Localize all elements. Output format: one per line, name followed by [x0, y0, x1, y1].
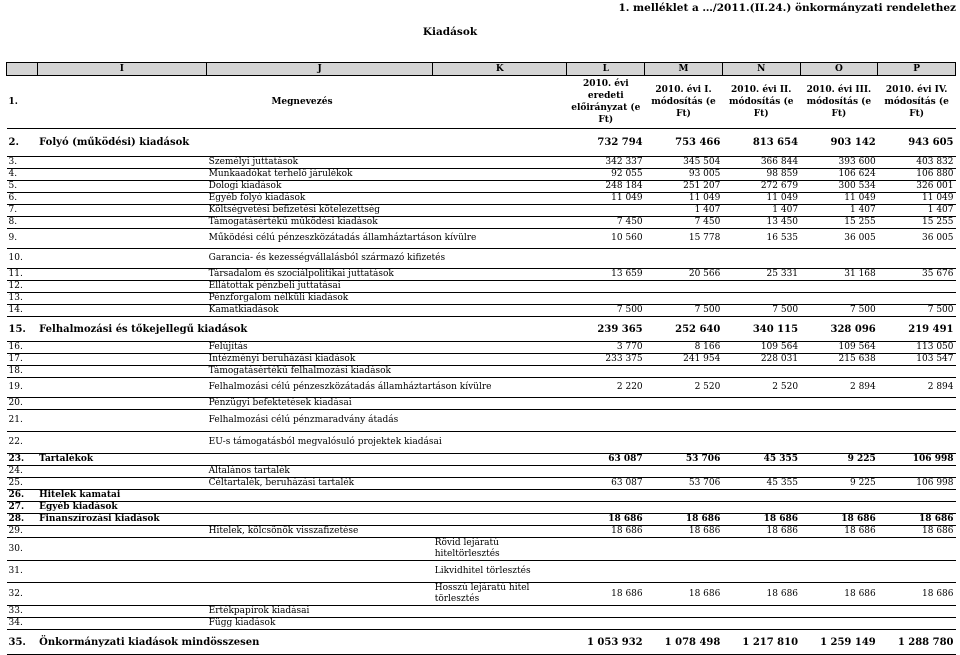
modification-3-heading: 2010. évi III. módosítás (e Ft): [800, 76, 878, 129]
row-label: Általános tartalék: [207, 466, 567, 478]
row-value: [722, 281, 800, 293]
row-label: Pénzforgalom nélküli kiadások: [207, 293, 567, 305]
row-value: 20 566: [645, 269, 723, 281]
row-value: 2 520: [722, 378, 800, 398]
annex-reference: 1. melléklet a …/2011.(II.24.) önkormányzati rendelethez: [618, 2, 956, 14]
table-row: [7, 561, 956, 583]
row-value: 113 050: [878, 342, 956, 354]
row-value: 943 605: [878, 129, 956, 157]
row-value: 18 686: [878, 514, 956, 526]
row-number: 19.: [7, 378, 38, 398]
row-value: 252 640: [645, 317, 723, 342]
row-number: 22.: [7, 432, 38, 454]
row-value: 9 225: [800, 454, 878, 466]
table-row: [7, 249, 956, 269]
row-value: [878, 249, 956, 269]
row-value: 106 998: [878, 478, 956, 490]
row-value: 18 686: [800, 514, 878, 526]
row-label: Hosszú lejáratú hitel törlesztés: [433, 583, 567, 606]
table-row: [7, 317, 956, 342]
row-number: 11.: [7, 269, 38, 281]
row-value: [878, 366, 956, 378]
row-label: Egyéb kiadások: [37, 502, 567, 514]
row-label: Hitelek kamatai: [37, 490, 567, 502]
row-value: [878, 490, 956, 502]
row-value: [645, 490, 723, 502]
row-value: [645, 366, 723, 378]
table-row: [7, 157, 956, 169]
row-value: 233 375: [567, 354, 645, 366]
row-label: Ellátottak pénzbeli juttatásai: [207, 281, 567, 293]
table-row: [7, 281, 956, 293]
row-value: 340 115: [722, 317, 800, 342]
row-value: 8 166: [645, 342, 723, 354]
table-row: [7, 129, 956, 157]
row-label: Hitelek, kölcsönök visszafizetése: [207, 526, 567, 538]
row-value: [800, 561, 878, 583]
row-value: 1 407: [722, 205, 800, 217]
row-number: 30.: [7, 538, 38, 561]
row-value: [800, 466, 878, 478]
table-row: [7, 181, 956, 193]
row-number: 27.: [7, 502, 38, 514]
original-budget-heading: 2010. évi eredeti előirányzat (e Ft): [567, 76, 645, 129]
row-value: 1 407: [800, 205, 878, 217]
row-value: [567, 366, 645, 378]
row-label: Kamatkiadások: [207, 305, 567, 317]
modification-4-heading: 2010. évi IV. módosítás (e Ft): [878, 76, 956, 129]
row-value: 13 450: [722, 217, 800, 229]
row-value: 7 500: [722, 305, 800, 317]
row-number: 3.: [7, 157, 38, 169]
row-value: [567, 606, 645, 618]
row-value: [567, 249, 645, 269]
row-value: 36 005: [800, 229, 878, 249]
row-value: [645, 466, 723, 478]
row-value: 18 686: [722, 526, 800, 538]
row-value: 393 600: [800, 157, 878, 169]
row-value: [800, 538, 878, 561]
row-value: [800, 366, 878, 378]
row-value: 15 255: [800, 217, 878, 229]
row-value: [722, 618, 800, 630]
row-number: 20.: [7, 398, 38, 410]
row-label: Társadalom és szociálpolitikai juttatások: [207, 269, 567, 281]
row-value: [878, 618, 956, 630]
row-value: [722, 249, 800, 269]
row-label: Önkormányzati kiadások mindösszesen: [37, 630, 567, 655]
row-label: Egyéb folyó kiadások: [207, 193, 567, 205]
row-value: [722, 561, 800, 583]
row-label: Tartalékok: [37, 454, 567, 466]
row-value: 239 365: [567, 317, 645, 342]
row-value: 7 500: [645, 305, 723, 317]
column-letter: I: [37, 63, 207, 76]
column-letter: P: [878, 63, 956, 76]
row-value: [567, 538, 645, 561]
row-value: 2 894: [878, 378, 956, 398]
row-value: 106 998: [878, 454, 956, 466]
row-value: 9 225: [800, 478, 878, 490]
table-row: [7, 342, 956, 354]
row-value: 11 049: [722, 193, 800, 205]
table-row: [7, 378, 956, 398]
table-row: [7, 205, 956, 217]
table-row: [7, 305, 956, 317]
row-value: 7 450: [567, 217, 645, 229]
row-value: [567, 466, 645, 478]
row-value: [800, 281, 878, 293]
row-value: [722, 502, 800, 514]
row-label: Értékpapírok kiadásai: [207, 606, 567, 618]
column-letter: J: [207, 63, 433, 76]
row-value: 326 001: [878, 181, 956, 193]
row-label: Likvidhitel törlesztés: [433, 561, 567, 583]
column-headings-row: [7, 76, 956, 129]
row-number: 18.: [7, 366, 38, 378]
row-value: 1 078 498: [645, 630, 723, 655]
row-label: EU-s támogatásból megvalósuló projektek kiadásai: [207, 432, 567, 454]
row-value: 93 005: [645, 169, 723, 181]
row-number: 15.: [7, 317, 38, 342]
row-label: Rövid lejáratú hiteltörlesztés: [433, 538, 567, 561]
row-number: 12.: [7, 281, 38, 293]
row-number: 29.: [7, 526, 38, 538]
row-value: [567, 281, 645, 293]
row-value: 1 407: [645, 205, 723, 217]
row-number: 21.: [7, 410, 38, 432]
row-number: 32.: [7, 583, 38, 606]
table-row: [7, 466, 956, 478]
row-label: Finanszírozási kiadások: [37, 514, 567, 526]
row-value: [722, 538, 800, 561]
row-value: [645, 432, 723, 454]
table-row: [7, 366, 956, 378]
row-value: 1 407: [878, 205, 956, 217]
row-value: 1 288 780: [878, 630, 956, 655]
row-value: 7 450: [645, 217, 723, 229]
row-value: [567, 410, 645, 432]
row-value: 248 184: [567, 181, 645, 193]
row-value: 3 770: [567, 342, 645, 354]
row-value: 15 778: [645, 229, 723, 249]
row-label: Felújítás: [207, 342, 567, 354]
row-value: [878, 606, 956, 618]
row-value: [800, 293, 878, 305]
row-label: Felhalmozási célú pénzeszközátadás államháztartáson kívülre: [207, 378, 567, 398]
row-value: [878, 561, 956, 583]
row-value: [722, 398, 800, 410]
page-title: Kiadások: [422, 26, 478, 38]
row-value: 45 355: [722, 478, 800, 490]
row-value: [567, 618, 645, 630]
table-row: [7, 432, 956, 454]
row-number-heading: 1.: [7, 76, 38, 129]
row-value: 109 564: [800, 342, 878, 354]
row-value: 7 500: [567, 305, 645, 317]
row-number: 17.: [7, 354, 38, 366]
row-value: 7 500: [878, 305, 956, 317]
row-number: 4.: [7, 169, 38, 181]
row-value: 272 679: [722, 181, 800, 193]
row-value: [878, 281, 956, 293]
row-value: 342 337: [567, 157, 645, 169]
row-value: 35 676: [878, 269, 956, 281]
column-letter: O: [800, 63, 878, 76]
column-letter: M: [645, 63, 723, 76]
row-value: 11 049: [878, 193, 956, 205]
row-value: 45 355: [722, 454, 800, 466]
row-value: 1 259 149: [800, 630, 878, 655]
table-row: [7, 606, 956, 618]
row-value: [722, 606, 800, 618]
row-value: [645, 293, 723, 305]
column-letter: K: [433, 63, 567, 76]
row-value: [722, 466, 800, 478]
row-value: 18 686: [878, 583, 956, 606]
row-value: 109 564: [722, 342, 800, 354]
row-value: 11 049: [800, 193, 878, 205]
row-value: [567, 561, 645, 583]
row-value: 18 686: [800, 526, 878, 538]
row-value: 92 055: [567, 169, 645, 181]
name-heading: Megnevezés: [37, 76, 567, 129]
modification-2-heading: 2010. évi II. módosítás (e Ft): [722, 76, 800, 129]
row-value: 98 859: [722, 169, 800, 181]
row-value: 10 560: [567, 229, 645, 249]
table-row: [7, 502, 956, 514]
row-label: Költségvetési befizetési kötelezettség: [207, 205, 567, 217]
row-value: 219 491: [878, 317, 956, 342]
table-row: [7, 229, 956, 249]
row-number: 25.: [7, 478, 38, 490]
row-value: [645, 561, 723, 583]
row-value: 63 087: [567, 454, 645, 466]
row-value: 2 220: [567, 378, 645, 398]
row-value: 53 706: [645, 478, 723, 490]
row-number: 33.: [7, 606, 38, 618]
row-value: 241 954: [645, 354, 723, 366]
row-number: 6.: [7, 193, 38, 205]
row-value: 18 686: [567, 514, 645, 526]
row-value: 53 706: [645, 454, 723, 466]
row-value: 7 500: [800, 305, 878, 317]
row-value: 16 535: [722, 229, 800, 249]
table-row: [7, 269, 956, 281]
row-value: 732 794: [567, 129, 645, 157]
table-row: [7, 169, 956, 181]
row-value: 366 844: [722, 157, 800, 169]
row-value: [645, 618, 723, 630]
row-value: 328 096: [800, 317, 878, 342]
row-value: 18 686: [645, 514, 723, 526]
column-letters-row: [7, 63, 956, 76]
table-row: [7, 478, 956, 490]
table-row: [7, 454, 956, 466]
row-value: [645, 398, 723, 410]
row-value: [878, 502, 956, 514]
row-value: [645, 502, 723, 514]
row-value: 18 686: [645, 526, 723, 538]
row-number: 35.: [7, 630, 38, 655]
row-value: [800, 432, 878, 454]
row-value: [800, 410, 878, 432]
row-value: [722, 432, 800, 454]
table-row: [7, 490, 956, 502]
row-value: [567, 398, 645, 410]
row-value: 215 638: [800, 354, 878, 366]
table-row: [7, 618, 956, 630]
row-label: Személyi juttatások: [207, 157, 567, 169]
row-value: 2 520: [645, 378, 723, 398]
row-number: 7.: [7, 205, 38, 217]
row-value: [878, 466, 956, 478]
row-value: [722, 410, 800, 432]
row-label: Támogatásértékű működési kiadások: [207, 217, 567, 229]
row-label: Pénzügyi befektetések kiadásai: [207, 398, 567, 410]
table-row: [7, 526, 956, 538]
row-value: [800, 490, 878, 502]
expenditure-table: [6, 62, 956, 655]
row-label: Támogatásértékű felhalmozási kiadások: [207, 366, 567, 378]
row-value: 31 168: [800, 269, 878, 281]
row-value: [722, 293, 800, 305]
row-value: 1 053 932: [567, 630, 645, 655]
row-value: [645, 281, 723, 293]
row-value: 106 624: [800, 169, 878, 181]
row-number: 23.: [7, 454, 38, 466]
row-value: 15 255: [878, 217, 956, 229]
row-number: 13.: [7, 293, 38, 305]
row-value: 18 686: [878, 526, 956, 538]
row-value: [878, 293, 956, 305]
row-value: [567, 205, 645, 217]
row-value: 228 031: [722, 354, 800, 366]
row-value: 2 894: [800, 378, 878, 398]
row-value: 25 331: [722, 269, 800, 281]
row-value: [800, 606, 878, 618]
table-row: [7, 514, 956, 526]
row-label: Céltartalék, beruházási tartalék: [207, 478, 567, 490]
row-label: Garancia- és kezességvállalásból származó kifizetés: [207, 249, 567, 269]
table-row: [7, 410, 956, 432]
row-value: 13 659: [567, 269, 645, 281]
row-number: 8.: [7, 217, 38, 229]
row-value: [722, 490, 800, 502]
modification-1-heading: 2010. évi I. módosítás (e Ft): [645, 76, 723, 129]
row-label: Munkaadókat terhelő járulékok: [207, 169, 567, 181]
row-value: [878, 398, 956, 410]
row-value: [567, 502, 645, 514]
row-number: 10.: [7, 249, 38, 269]
row-number: 24.: [7, 466, 38, 478]
table-row: [7, 398, 956, 410]
row-value: [722, 366, 800, 378]
row-value: 753 466: [645, 129, 723, 157]
row-number: 2.: [7, 129, 38, 157]
row-value: [800, 398, 878, 410]
row-value: [645, 606, 723, 618]
row-value: [645, 538, 723, 561]
table-row: [7, 354, 956, 366]
row-value: 18 686: [722, 583, 800, 606]
row-value: 36 005: [878, 229, 956, 249]
row-value: [800, 502, 878, 514]
row-value: [878, 410, 956, 432]
row-number: 31.: [7, 561, 38, 583]
row-value: [567, 490, 645, 502]
row-label: Dologi kiadások: [207, 181, 567, 193]
table-row: [7, 217, 956, 229]
column-letter: N: [722, 63, 800, 76]
row-value: 345 504: [645, 157, 723, 169]
row-number: 34.: [7, 618, 38, 630]
row-value: 103 547: [878, 354, 956, 366]
row-number: 16.: [7, 342, 38, 354]
row-label: Felhalmozási célú pénzmaradvány átadás: [207, 410, 567, 432]
row-value: 18 686: [800, 583, 878, 606]
row-value: 18 686: [567, 583, 645, 606]
row-number: 5.: [7, 181, 38, 193]
row-label: Működési célú pénzeszközátadás államháztartáson kívülre: [207, 229, 567, 249]
row-number: 28.: [7, 514, 38, 526]
table-row: [7, 583, 956, 606]
row-number: 14.: [7, 305, 38, 317]
row-value: 63 087: [567, 478, 645, 490]
row-value: 403 832: [878, 157, 956, 169]
row-value: 18 686: [722, 514, 800, 526]
row-value: 251 207: [645, 181, 723, 193]
row-value: 903 142: [800, 129, 878, 157]
row-value: 813 654: [722, 129, 800, 157]
row-value: [878, 432, 956, 454]
row-value: [567, 293, 645, 305]
row-value: 11 049: [645, 193, 723, 205]
table-row: [7, 538, 956, 561]
row-value: [800, 618, 878, 630]
row-value: 18 686: [645, 583, 723, 606]
column-letter: L: [567, 63, 645, 76]
row-label: Felhalmozási és tőkejellegű kiadások: [37, 317, 567, 342]
row-number: 26.: [7, 490, 38, 502]
row-value: 18 686: [567, 526, 645, 538]
table-row: [7, 293, 956, 305]
row-number: 9.: [7, 229, 38, 249]
row-value: 1 217 810: [722, 630, 800, 655]
row-value: [878, 538, 956, 561]
row-label: Folyó (működési) kiadások: [37, 129, 567, 157]
row-value: [567, 432, 645, 454]
row-label: Intézményi beruházási kiadások: [207, 354, 567, 366]
table-row: [7, 193, 956, 205]
row-value: [645, 410, 723, 432]
row-value: 300 534: [800, 181, 878, 193]
row-value: 11 049: [567, 193, 645, 205]
row-label: Függ kiadások: [207, 618, 567, 630]
row-value: [800, 249, 878, 269]
row-value: [645, 249, 723, 269]
row-value: 106 880: [878, 169, 956, 181]
